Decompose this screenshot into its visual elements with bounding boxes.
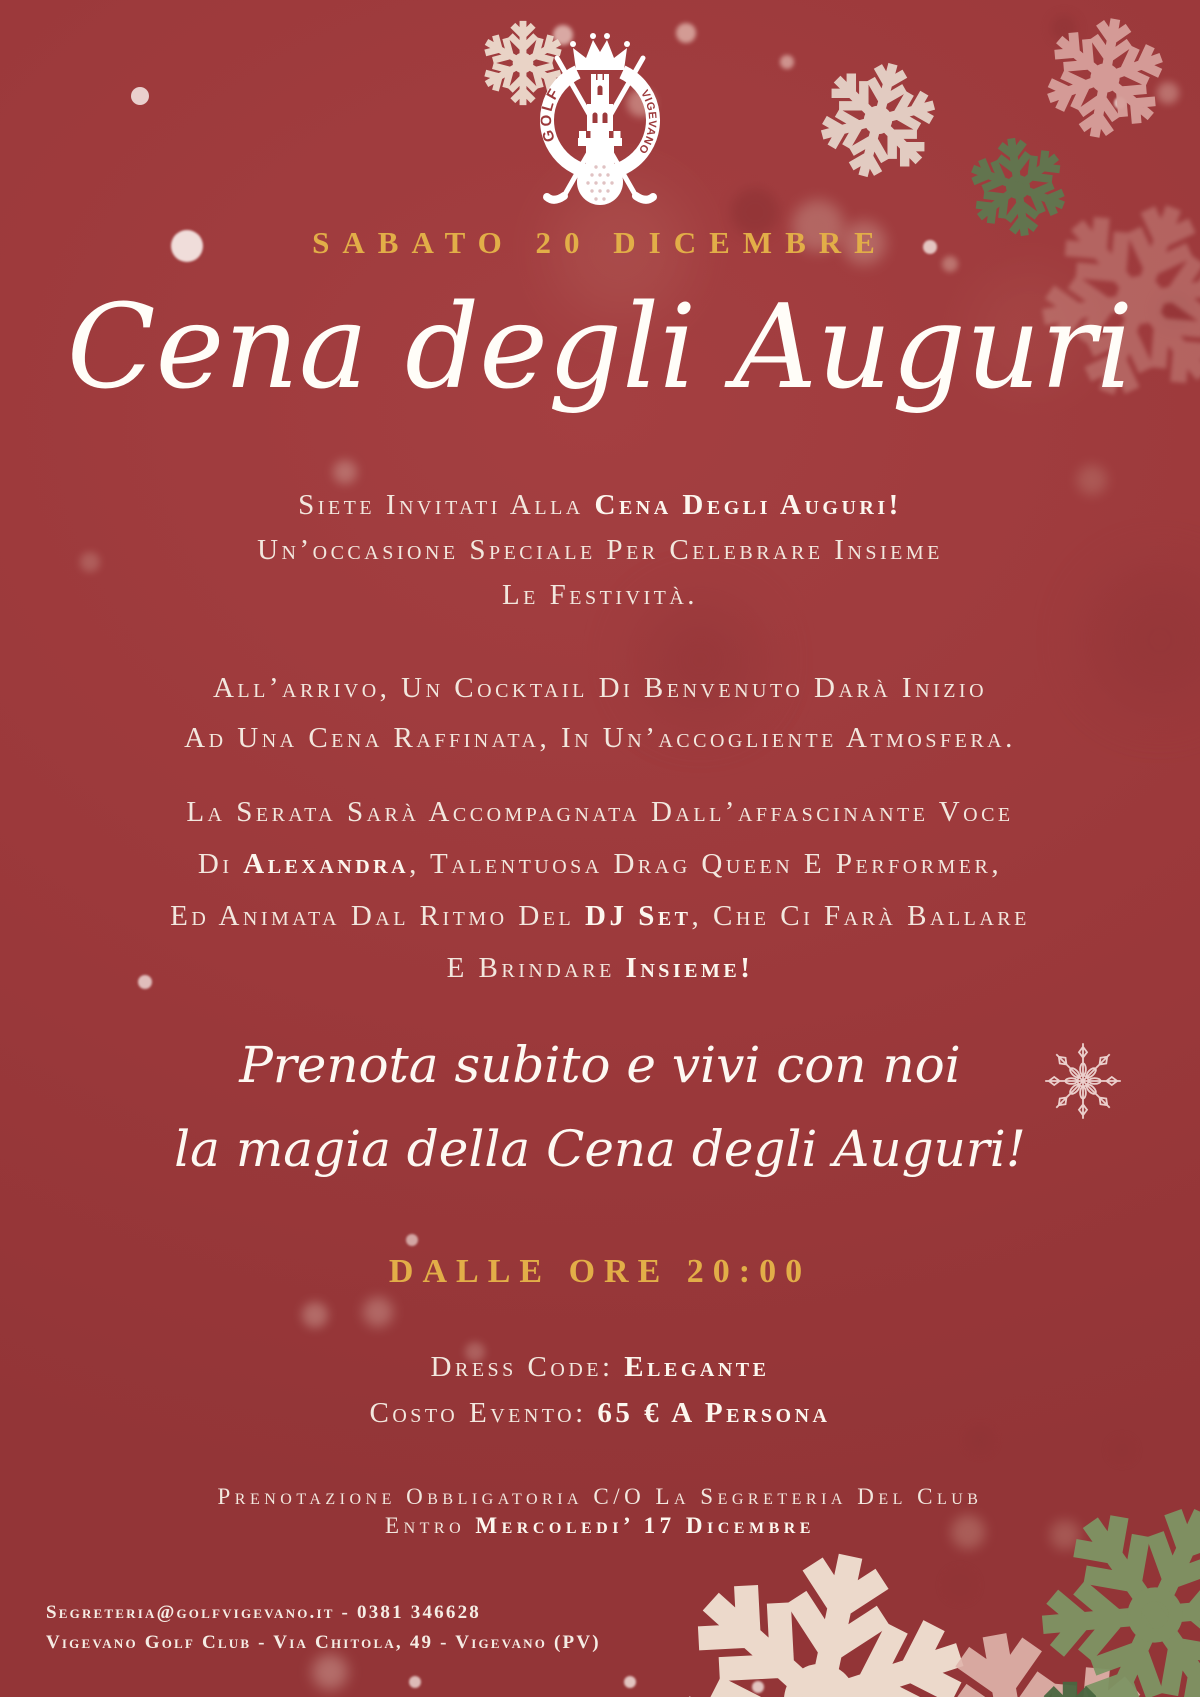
crown-icon xyxy=(570,33,630,70)
golf-vigevano-logo xyxy=(500,20,700,225)
intro-line-2: Un’occasione Speciale Per Celebrare Insieme xyxy=(257,534,943,566)
evening-line-3 xyxy=(0,890,1200,942)
booking-line-1: Prenotazione Obbligatoria C/O La Segreteria Del Club xyxy=(217,1484,983,1509)
cta-line-1: Prenota subito e vivi con noi xyxy=(239,1036,961,1094)
arrival-line-1: All’arrivo, Un Cocktail Di Benvenuto Darà Inizio xyxy=(212,672,988,704)
dress-code-line xyxy=(0,1344,1200,1390)
evening-line-2-bold: Alexandra xyxy=(243,848,410,880)
footer-contacts xyxy=(46,1598,601,1658)
dress-code-label: Dress Code: xyxy=(430,1351,625,1383)
evening-line-3-post: , Che Ci Farà Ballare xyxy=(691,900,1030,932)
booking-line-2 xyxy=(0,1511,1200,1540)
footer-email-phone: Segreteria@golfvigevano.it - 0381 346628 xyxy=(46,1602,481,1623)
intro-line-3: Le Festività. xyxy=(501,579,699,611)
evening-line-2-post: , Talentuosa Drag Queen E Performer, xyxy=(409,848,1003,880)
evening-line-3-pre: Ed Animata Dal Ritmo Del xyxy=(170,900,585,932)
cta-script xyxy=(0,1023,1200,1191)
cost-value: 65 € A Persona xyxy=(597,1397,831,1429)
page-title: Cena degli Auguri xyxy=(66,280,1134,415)
logo-text-golf: GOLF xyxy=(537,84,564,144)
event-time: DALLE ORE 20:00 xyxy=(388,1253,812,1290)
arrival-line-2: Ad Una Cena Raffinata, In Un’accogliente Atmosfera. xyxy=(184,722,1016,754)
booking-deadline-pre: Entro xyxy=(385,1513,476,1538)
intro-paragraph xyxy=(0,483,1200,618)
booking-deadline: Mercoledi’ 17 Dicembre xyxy=(475,1513,815,1538)
tower-icon xyxy=(578,74,622,164)
evening-line-4-bold: Insieme! xyxy=(625,952,754,984)
intro-line-1-bold: Cena Degli Auguri! xyxy=(594,489,902,521)
evening-paragraph xyxy=(0,786,1200,994)
booking-note xyxy=(0,1482,1200,1540)
svg-text:GOLF xyxy=(538,84,564,144)
cta-line-2: la magia della Cena degli Auguri! xyxy=(174,1120,1026,1178)
cost-label: Costo Evento: xyxy=(369,1397,598,1429)
golf-ball-icon xyxy=(577,159,623,205)
footer-address: Vigevano Golf Club - Via Chitola, 49 - Vigevano (PV) xyxy=(46,1632,601,1653)
evening-line-4 xyxy=(0,942,1200,994)
evening-line-2 xyxy=(0,838,1200,890)
intro-line-1 xyxy=(0,483,1200,528)
event-details xyxy=(0,1344,1200,1436)
evening-line-4-pre: E Brindare xyxy=(446,952,626,984)
arrival-paragraph xyxy=(0,663,1200,763)
logo-text-vigevano: VIGEVANO xyxy=(635,88,659,157)
evening-line-2-pre: Di xyxy=(197,848,244,880)
evening-line-1: La Serata Sarà Accompagnata Dall’affascinante Voce xyxy=(186,796,1014,828)
event-date: SABATO 20 DICEMBRE xyxy=(312,225,888,260)
dress-code-value: Elegante xyxy=(624,1351,770,1383)
cost-line xyxy=(0,1390,1200,1436)
evening-line-3-bold: DJ Set xyxy=(585,900,692,932)
intro-line-1-text: Siete Invitati Alla xyxy=(298,489,595,521)
